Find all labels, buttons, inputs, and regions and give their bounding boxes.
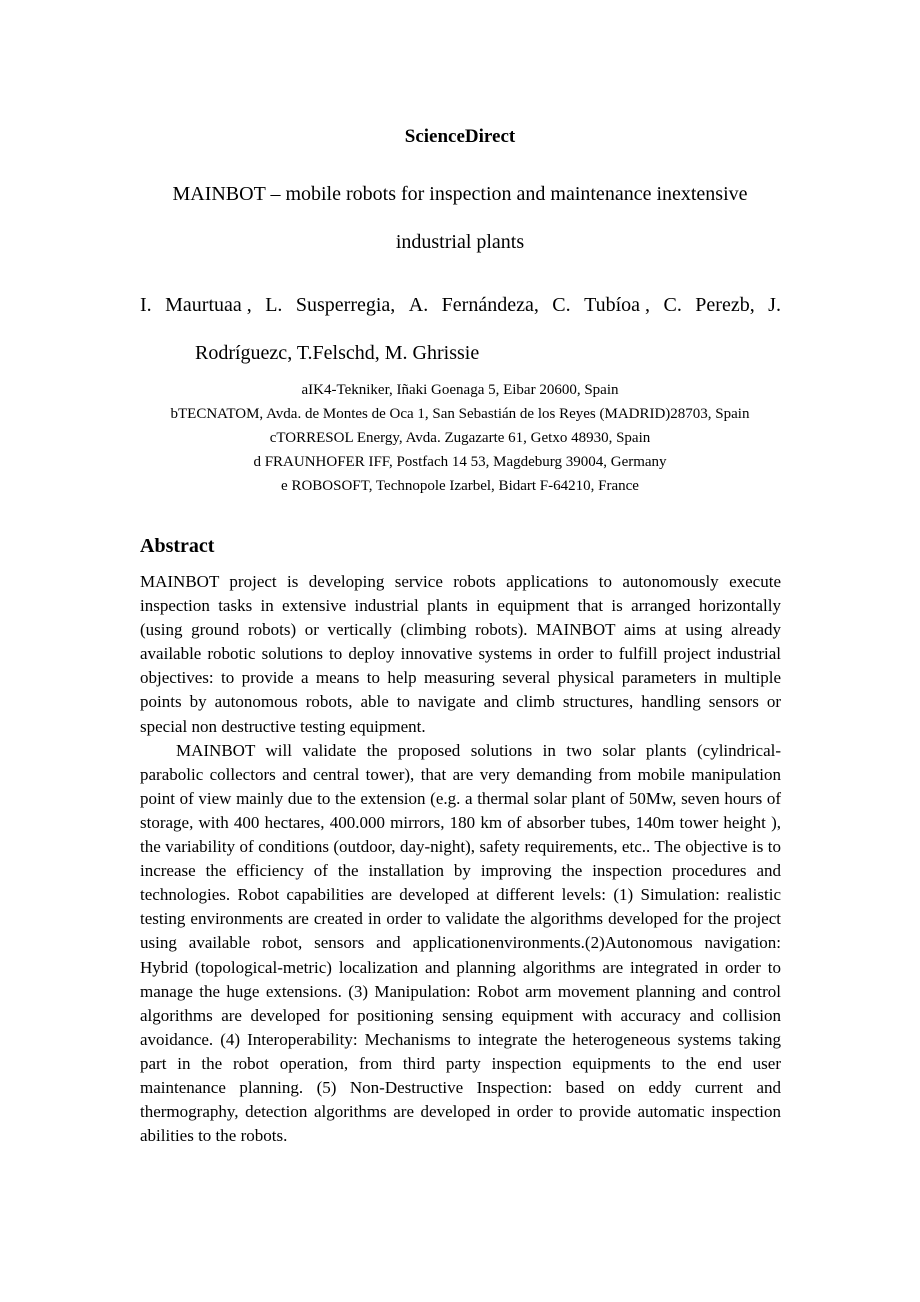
author-token: A. (408, 294, 429, 316)
abstract-heading: Abstract (140, 535, 215, 557)
abstract-body (140, 570, 781, 1148)
journal-name: ScienceDirect (404, 126, 516, 147)
author-token: C. (663, 294, 682, 316)
author-token: I. (140, 294, 152, 316)
author-token: L. (265, 294, 283, 316)
affiliation-d: d FRAUNHOFER IFF, Postfach 14 53, Magdeburg 39004, Germany (253, 454, 667, 470)
author-token: J. (768, 294, 781, 316)
author-list (140, 291, 781, 368)
author-token: Susperregia, (295, 294, 396, 316)
affiliation-b: bTECNATOM, Avda. de Montes de Oca 1, San Sebastián de los Reyes (MADRID)28703, Spain (170, 406, 750, 422)
affiliation-list (140, 378, 780, 498)
abstract-paragraph-2: MAINBOT will validate the proposed solutions in two solar plants (cylindrical-parabolic collectors and central tower), that are very demanding from mobile manipulation point of view mainly due to the extension (e.g. a thermal solar plant of 50Mw, seven hours of storage, with 400 hectares, 400.000 mirrors, 180 km of absorber tubes, 140m tower height ), the variability of conditions (outdoor, day-night), safety requirements, etc.. The objective is to increase the efficiency of the installation by improving the inspection procedures and technologies. Robot capabilities are developed at different levels: (1) Simulation: realistic testing environments are created in order to validate the algorithms developed for the project using available robot, sensors and applicationenvironments.(2)Autonomous navigation: Hybrid (topological-metric) localization and planning algorithms are integrated in order to manage the huge extensions. (3) Manipulation: Robot arm movement planning and control algorithms are developed for positioning sensing equipment with accuracy and collision avoidance. (4) Interoperability: Mechanisms to integrate the heterogeneous systems taking part in the robot operation, from third party inspection equipments to the end user maintenance planning. (5) Non-Destructive Inspection: based on eddy current and thermography, detection algorithms are developed in order to provide automatic inspection abilities to the robots. (140, 740, 781, 1146)
author-line-1 (140, 291, 781, 320)
author-token: Perezb, (695, 294, 755, 316)
author-line-2: Rodríguezc, T.Felschd, M. Ghrissie (195, 342, 480, 364)
abstract-paragraph-1: MAINBOT project is developing service robots applications to autonomously execute inspection tasks in extensive industrial plants in equipment that is arranged horizontally (using ground robots) or vertically (climbing robots). MAINBOT aims at using already available robotic solutions to deploy innovative systems in order to fulfill project industrial objectives: to provide a means to help measuring several physical parameters in multiple points by autonomous robots, able to navigate and climb structures, handling sensors or special non destructive testing equipment. (140, 572, 781, 736)
affiliation-e: e ROBOSOFT, Technopole Izarbel, Bidart F-64210, France (281, 478, 639, 494)
author-token: Fernándeza, (441, 294, 539, 316)
affiliation-c: cTORRESOL Energy, Avda. Zugazarte 61, Getxo 48930, Spain (269, 430, 651, 446)
author-token: Tubíoa , (584, 294, 651, 316)
paper-title: MAINBOT – mobile robots for inspection and maintenance inextensive industrial plants (172, 183, 748, 253)
author-token: Maurtuaa , (165, 294, 252, 316)
author-token: C. (552, 294, 571, 316)
affiliation-a: aIK4-Tekniker, Iñaki Goenaga 5, Eibar 20600, Spain (301, 382, 619, 398)
